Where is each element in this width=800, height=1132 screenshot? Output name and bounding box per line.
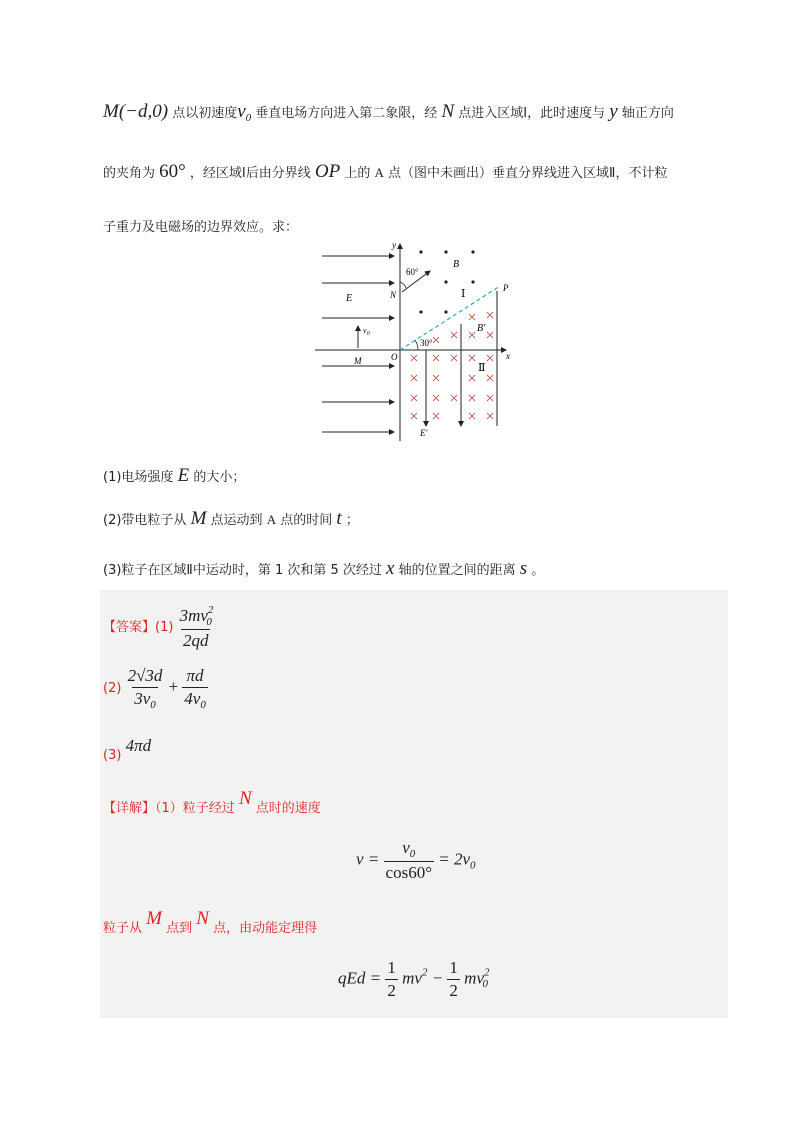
svg-text:B′: B′ — [477, 323, 486, 334]
explanation-step-2: 粒子从 M 点到 N 点，由动能定理得 — [103, 908, 318, 936]
svg-text:y: y — [392, 240, 396, 250]
svg-text:Ⅰ: Ⅰ — [461, 288, 466, 300]
svg-text:M: M — [354, 356, 362, 366]
answer-1: 【答案】(1) $\frac{3mv^2_0}{2qd}$ — [103, 604, 214, 650]
answer-2: (2) $\frac{2√3d}{3v_0}$ + $\frac{\pi d}{4v_0}$ — [103, 666, 206, 711]
answer-1-fraction: $\frac{3mv^2_0}{2qd}$ — [179, 604, 214, 650]
svg-text:v0: $v_0$ — [363, 326, 370, 337]
equation-energy: qEd = $\frac{1}{2}$ $mv^2$ − $\frac{1}{2}$ $mv^2_0$ — [338, 958, 490, 1000]
svg-text:E′: E′ — [420, 428, 428, 438]
svg-text:60°: 60° — [406, 267, 419, 277]
physics-figure — [310, 236, 520, 446]
problem-line-3: 子重力及电磁场的边界效应。求： — [103, 220, 299, 235]
answer-tag: 【答案】 — [103, 620, 156, 635]
equation-velocity-fraction: $\frac{v_0}{\cos 60^\circ}$ — [385, 838, 432, 882]
svg-text:B: B — [453, 259, 460, 270]
answer-2-fraction-2: $\frac{\pi d}{4v_0}$ — [184, 666, 206, 711]
svg-text:30°: 30° — [420, 338, 433, 348]
answer-2-fraction-1: $\frac{2√3d}{3v_0}$ — [127, 666, 163, 711]
svg-text:x: x — [506, 351, 510, 361]
question-3: (3)粒子在区域Ⅱ中运动时，第 1 次和第 5 次经过 x 轴的位置之间的距离 s 。 — [103, 558, 545, 579]
problem-line-1: M(−d,0) 点以初速度$v_0$ 垂直电场方向进入第二象限，经 N 点进入区域Ⅰ，此时速度与 y 轴正方向 — [103, 101, 674, 124]
svg-text:Ⅱ: Ⅱ — [478, 362, 486, 374]
point-m-math: M(−d,0) — [103, 101, 169, 122]
svg-text:O: O — [391, 352, 398, 362]
angle-math: 60° — [159, 161, 186, 182]
explanation-step-1: 【详解】（1）粒子经过 N 点时的速度 — [103, 788, 321, 816]
question-2: (2)带电粒子从 M 点运动到 A 点的时间 t ； — [103, 508, 359, 529]
v0-math: $v_0$ — [237, 101, 252, 124]
svg-text:P: P — [503, 283, 509, 293]
question-1: (1)电场强度 E 的大小； — [103, 465, 246, 486]
svg-text:N: N — [390, 290, 397, 300]
svg-text:E: E — [346, 293, 353, 304]
problem-line-2: 的夹角为 60° ，经区域Ⅰ后由分界线 OP 上的 A 点（图中未画出）垂直分界线进入区域Ⅱ，不计粒 — [103, 161, 668, 182]
equation-velocity: v = $\frac{v_0}{\cos 60^\circ}$ = $2v_0$ — [356, 838, 476, 882]
b-field-dots — [419, 250, 474, 313]
answer-3: (3) 4πd — [103, 736, 152, 763]
explanation-tag: 【详解】 — [103, 801, 156, 816]
